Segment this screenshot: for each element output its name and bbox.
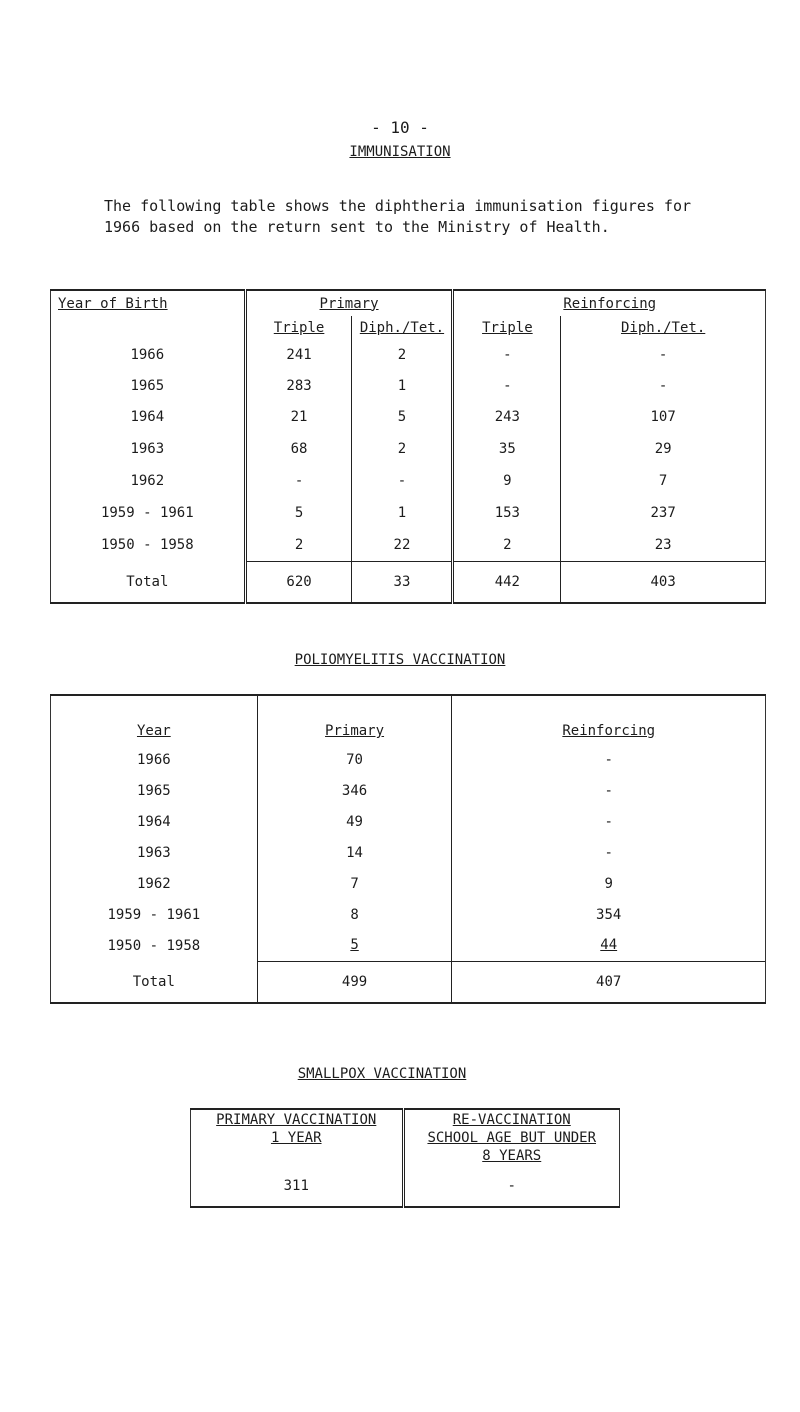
header-primary-diph-tet: Diph./Tet. xyxy=(352,316,453,340)
diphtheria-table xyxy=(50,289,766,604)
table-row: 1950 - 1958 2 22 2 23 xyxy=(51,529,766,561)
intro-paragraph: The following table shows the diphtheria immunisation figures for 1966 based on the return sent to the Ministry of Health. xyxy=(104,197,691,236)
table-row: 1962 - - 9 7 xyxy=(51,465,766,497)
header-reinforcing-diph-tet: Diph./Tet. xyxy=(561,316,766,340)
table-row: 1959 - 1961 8 354 xyxy=(51,899,766,930)
header-primary: Primary xyxy=(245,290,453,316)
polio-table xyxy=(50,694,766,1004)
primary-vaccination-header: PRIMARY VACCINATION xyxy=(191,1109,404,1129)
table-row: 1964 49 - xyxy=(51,806,766,837)
re-vaccination-header: RE-VACCINATION xyxy=(403,1109,620,1129)
polio-title: POLIOMYELITIS VACCINATION xyxy=(294,652,506,668)
header-reinforcing-triple: Triple xyxy=(453,316,561,340)
total-row: Total 499 407 xyxy=(51,961,766,1003)
header-primary-triple: Triple xyxy=(245,316,352,340)
table-row: 1962 7 9 xyxy=(51,868,766,899)
smallpox-table xyxy=(190,1108,620,1208)
header-year: Year xyxy=(51,695,258,745)
table-row: 1966 70 - xyxy=(51,745,766,775)
table-row: 1950 - 1958 5 44 xyxy=(51,930,766,961)
re-vaccination-subheader-2: 8 YEARS xyxy=(403,1147,620,1165)
re-vaccination-value: - xyxy=(403,1165,620,1207)
table-row: 1966 241 2 - - xyxy=(51,340,766,370)
page-number: - 10 - xyxy=(371,118,429,137)
re-vaccination-subheader: SCHOOL AGE BUT UNDER xyxy=(403,1129,620,1147)
header-reinforcing: Reinforcing xyxy=(453,290,766,316)
table-row: 1964 21 5 243 107 xyxy=(51,401,766,433)
header-primary: Primary xyxy=(257,695,452,745)
page-title: IMMUNISATION xyxy=(349,144,451,160)
table-row: 1959 - 1961 5 1 153 237 xyxy=(51,497,766,529)
table-row: 1963 14 - xyxy=(51,837,766,868)
header-reinforcing: Reinforcing xyxy=(452,695,766,745)
primary-vaccination-subheader: 1 YEAR xyxy=(191,1129,404,1147)
table-row: 1963 68 2 35 29 xyxy=(51,433,766,465)
table-row: 1965 283 1 - - xyxy=(51,370,766,401)
table-row: 1965 346 - xyxy=(51,775,766,806)
header-year-of-birth: Year of Birth xyxy=(51,290,246,316)
smallpox-title: SMALLPOX VACCINATION xyxy=(297,1066,467,1082)
total-row: Total 620 33 442 403 xyxy=(51,561,766,603)
primary-vaccination-value: 311 xyxy=(191,1165,404,1207)
